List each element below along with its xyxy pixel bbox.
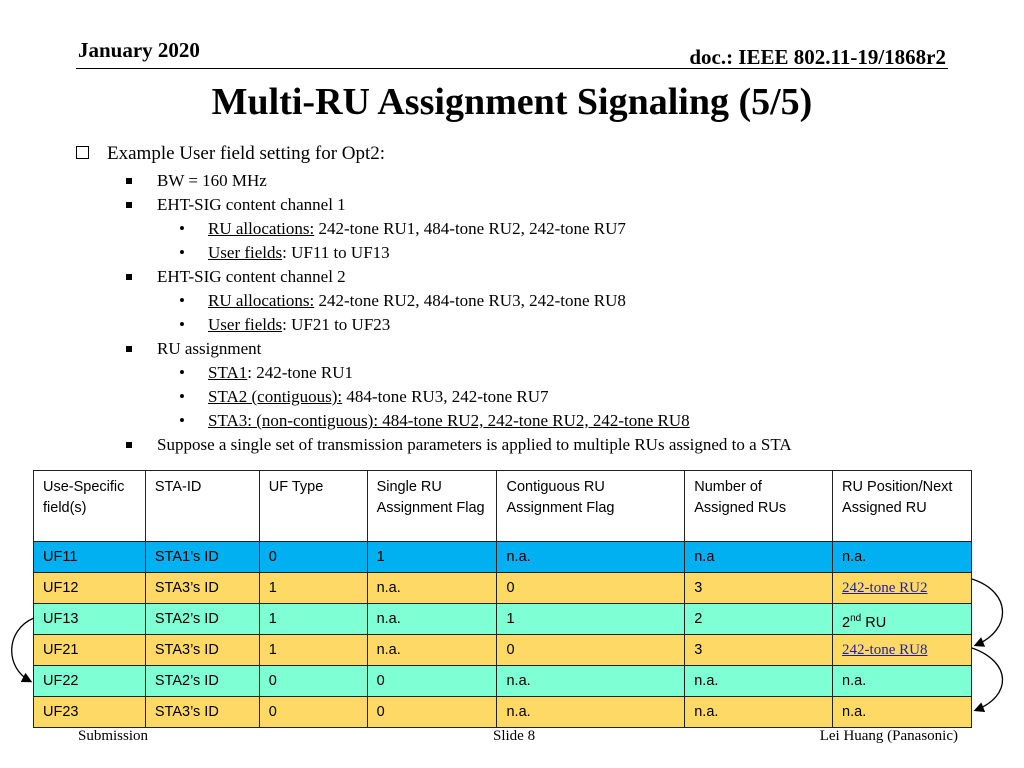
cc2-uf-label: User fields bbox=[208, 315, 283, 334]
cc2-text: EHT-SIG content channel 2 bbox=[157, 267, 346, 286]
header-doc-id: doc.: IEEE 802.11-19/1868r2 bbox=[689, 45, 946, 69]
table-cell: STA2’s ID bbox=[145, 666, 259, 697]
header-cell: Contiguous RU Assignment Flag bbox=[497, 471, 685, 542]
sta3-text: STA3: (non-contiguous): 484-tone RU2, 242-tone RU2, 242-tone RU8 bbox=[208, 411, 690, 430]
sta2-assignment bbox=[179, 385, 549, 409]
table-cell: 1 bbox=[259, 635, 367, 666]
dot-bullet-icon: • bbox=[179, 363, 185, 382]
cc2-ru-value: 242-tone RU2, 484-tone RU3, 242-tone RU8 bbox=[314, 291, 626, 310]
table-cell: n.a. bbox=[497, 697, 685, 728]
table-cell bbox=[833, 635, 972, 666]
bullet-bw bbox=[157, 169, 267, 193]
table-cell: UF13 bbox=[34, 604, 146, 635]
dot-bullet-icon: • bbox=[179, 411, 185, 430]
ru-assignment-text: RU assignment bbox=[157, 339, 262, 358]
sta1-value: : 242-tone RU1 bbox=[247, 363, 354, 382]
slide-title: Multi-RU Assignment Signaling (5/5) bbox=[211, 81, 813, 123]
footer-author: Lei Huang (Panasonic) bbox=[819, 728, 958, 744]
cc1-uf-label: User fields bbox=[208, 243, 283, 262]
cc1-ru-label: RU allocations: bbox=[208, 219, 315, 238]
arrow-uf12-to-uf21 bbox=[972, 579, 1003, 645]
table-cell bbox=[833, 604, 972, 635]
cc1-uf-value: : UF11 to UF13 bbox=[282, 243, 390, 262]
table-cell: UF12 bbox=[34, 573, 146, 604]
cc1-user-fields bbox=[179, 241, 390, 265]
header-cell: STA-ID bbox=[145, 471, 259, 542]
sta2-value: 484-tone RU3, 242-tone RU7 bbox=[342, 387, 549, 406]
bullet-intro bbox=[107, 142, 385, 166]
table-cell: UF11 bbox=[34, 542, 146, 573]
bullet-cc1 bbox=[157, 193, 346, 217]
cc2-user-fields bbox=[179, 313, 391, 337]
cc1-ru-value: 242-tone RU1, 484-tone RU2, 242-tone RU7 bbox=[314, 219, 626, 238]
arrow-uf21-to-uf23 bbox=[972, 648, 1003, 710]
table-cell: 1 bbox=[259, 604, 367, 635]
arrow-uf13-to-uf22 bbox=[12, 618, 34, 681]
header-cell: Single RU Assignment Flag bbox=[367, 471, 497, 542]
bullet-ru-assignment bbox=[157, 337, 261, 361]
table-cell: UF23 bbox=[34, 697, 146, 728]
header-rule bbox=[76, 68, 948, 69]
square-bullet-icon bbox=[126, 202, 132, 208]
header-date: January 2020 bbox=[78, 38, 200, 62]
table-cell: 0 bbox=[259, 697, 367, 728]
table-row bbox=[34, 635, 972, 666]
table-cell: 0 bbox=[367, 697, 497, 728]
table-row bbox=[34, 573, 972, 604]
dot-bullet-icon: • bbox=[179, 387, 185, 406]
cc1-text: EHT-SIG content channel 1 bbox=[157, 195, 346, 214]
suppose-text: Suppose a single set of transmission parameters is applied to multiple RUs assigned to a STA bbox=[157, 435, 792, 454]
cc2-uf-value: : UF21 to UF23 bbox=[282, 315, 391, 334]
table-cell: STA3’s ID bbox=[145, 635, 259, 666]
ru-link[interactable]: 242-tone RU2 bbox=[842, 580, 928, 596]
table-cell: 0 bbox=[497, 635, 685, 666]
table-row bbox=[34, 666, 972, 697]
table-row bbox=[34, 542, 972, 573]
dot-bullet-icon: • bbox=[179, 315, 185, 334]
table-cell: n.a. bbox=[833, 666, 972, 697]
dot-bullet-icon: • bbox=[179, 243, 185, 262]
table-cell: STA3’s ID bbox=[145, 573, 259, 604]
uf-table bbox=[33, 470, 972, 728]
table-cell: UF22 bbox=[34, 666, 146, 697]
square-bullet-icon bbox=[126, 274, 132, 280]
cc1-ru-alloc bbox=[179, 217, 626, 241]
bullet-cc2 bbox=[157, 265, 346, 289]
bullet-suppose bbox=[157, 433, 792, 457]
table-row bbox=[34, 604, 972, 635]
sta3-assignment bbox=[179, 409, 690, 433]
intro-text: Example User field setting for Opt2: bbox=[107, 143, 386, 164]
table-cell: 3 bbox=[685, 573, 833, 604]
square-bullet-icon bbox=[126, 178, 132, 184]
table-cell: STA2’s ID bbox=[145, 604, 259, 635]
table-cell: 0 bbox=[367, 666, 497, 697]
square-bullet-icon bbox=[126, 442, 132, 448]
cc2-ru-alloc bbox=[179, 289, 626, 313]
table-cell: 2 bbox=[685, 604, 833, 635]
footer-slide-number: Slide 8 bbox=[493, 728, 536, 744]
sta1-label: STA1 bbox=[208, 363, 248, 382]
table-cell: n.a. bbox=[367, 604, 497, 635]
sta2-label: STA2 (contiguous): bbox=[208, 387, 343, 406]
table-cell: 1 bbox=[497, 604, 685, 635]
sta1-assignment bbox=[179, 361, 354, 385]
dot-bullet-icon: • bbox=[179, 291, 185, 310]
checkbox-bullet-icon bbox=[76, 146, 89, 159]
square-bullet-icon bbox=[126, 346, 132, 352]
table-cell: n.a. bbox=[367, 635, 497, 666]
ru-word: RU bbox=[861, 614, 887, 631]
table-cell: UF21 bbox=[34, 635, 146, 666]
header-cell: Use-Specific field(s) bbox=[34, 471, 146, 542]
header-cell: UF Type bbox=[259, 471, 367, 542]
table-cell: 0 bbox=[497, 573, 685, 604]
bw-text: BW = 160 MHz bbox=[157, 171, 267, 190]
footer-submission: Submission bbox=[78, 728, 149, 744]
table-cell: STA3’s ID bbox=[145, 697, 259, 728]
table-cell: n.a. bbox=[367, 573, 497, 604]
ru-ordinal: 2 bbox=[842, 614, 851, 631]
table-cell bbox=[833, 573, 972, 604]
table-cell: n.a. bbox=[685, 666, 833, 697]
table-cell: n.a. bbox=[497, 542, 685, 573]
table-row bbox=[34, 697, 972, 728]
table-cell: 1 bbox=[259, 573, 367, 604]
table-cell: 1 bbox=[367, 542, 497, 573]
table-cell: n.a bbox=[685, 542, 833, 573]
ru-link[interactable]: 242-tone RU8 bbox=[842, 642, 928, 658]
cc2-ru-label: RU allocations: bbox=[208, 291, 315, 310]
table-cell: 0 bbox=[259, 542, 367, 573]
table-cell: 0 bbox=[259, 666, 367, 697]
table-cell: n.a. bbox=[685, 697, 833, 728]
header-cell: RU Position/Next Assigned RU bbox=[833, 471, 972, 542]
table-cell: 3 bbox=[685, 635, 833, 666]
ordinal-suffix: nd bbox=[850, 613, 862, 624]
dot-bullet-icon: • bbox=[179, 219, 185, 238]
table-header-row bbox=[34, 471, 972, 542]
table-cell: n.a. bbox=[833, 697, 972, 728]
table-cell: n.a. bbox=[497, 666, 685, 697]
table-cell: n.a. bbox=[833, 542, 972, 573]
table-cell: STA1’s ID bbox=[145, 542, 259, 573]
header-cell: Number of Assigned RUs bbox=[685, 471, 833, 542]
